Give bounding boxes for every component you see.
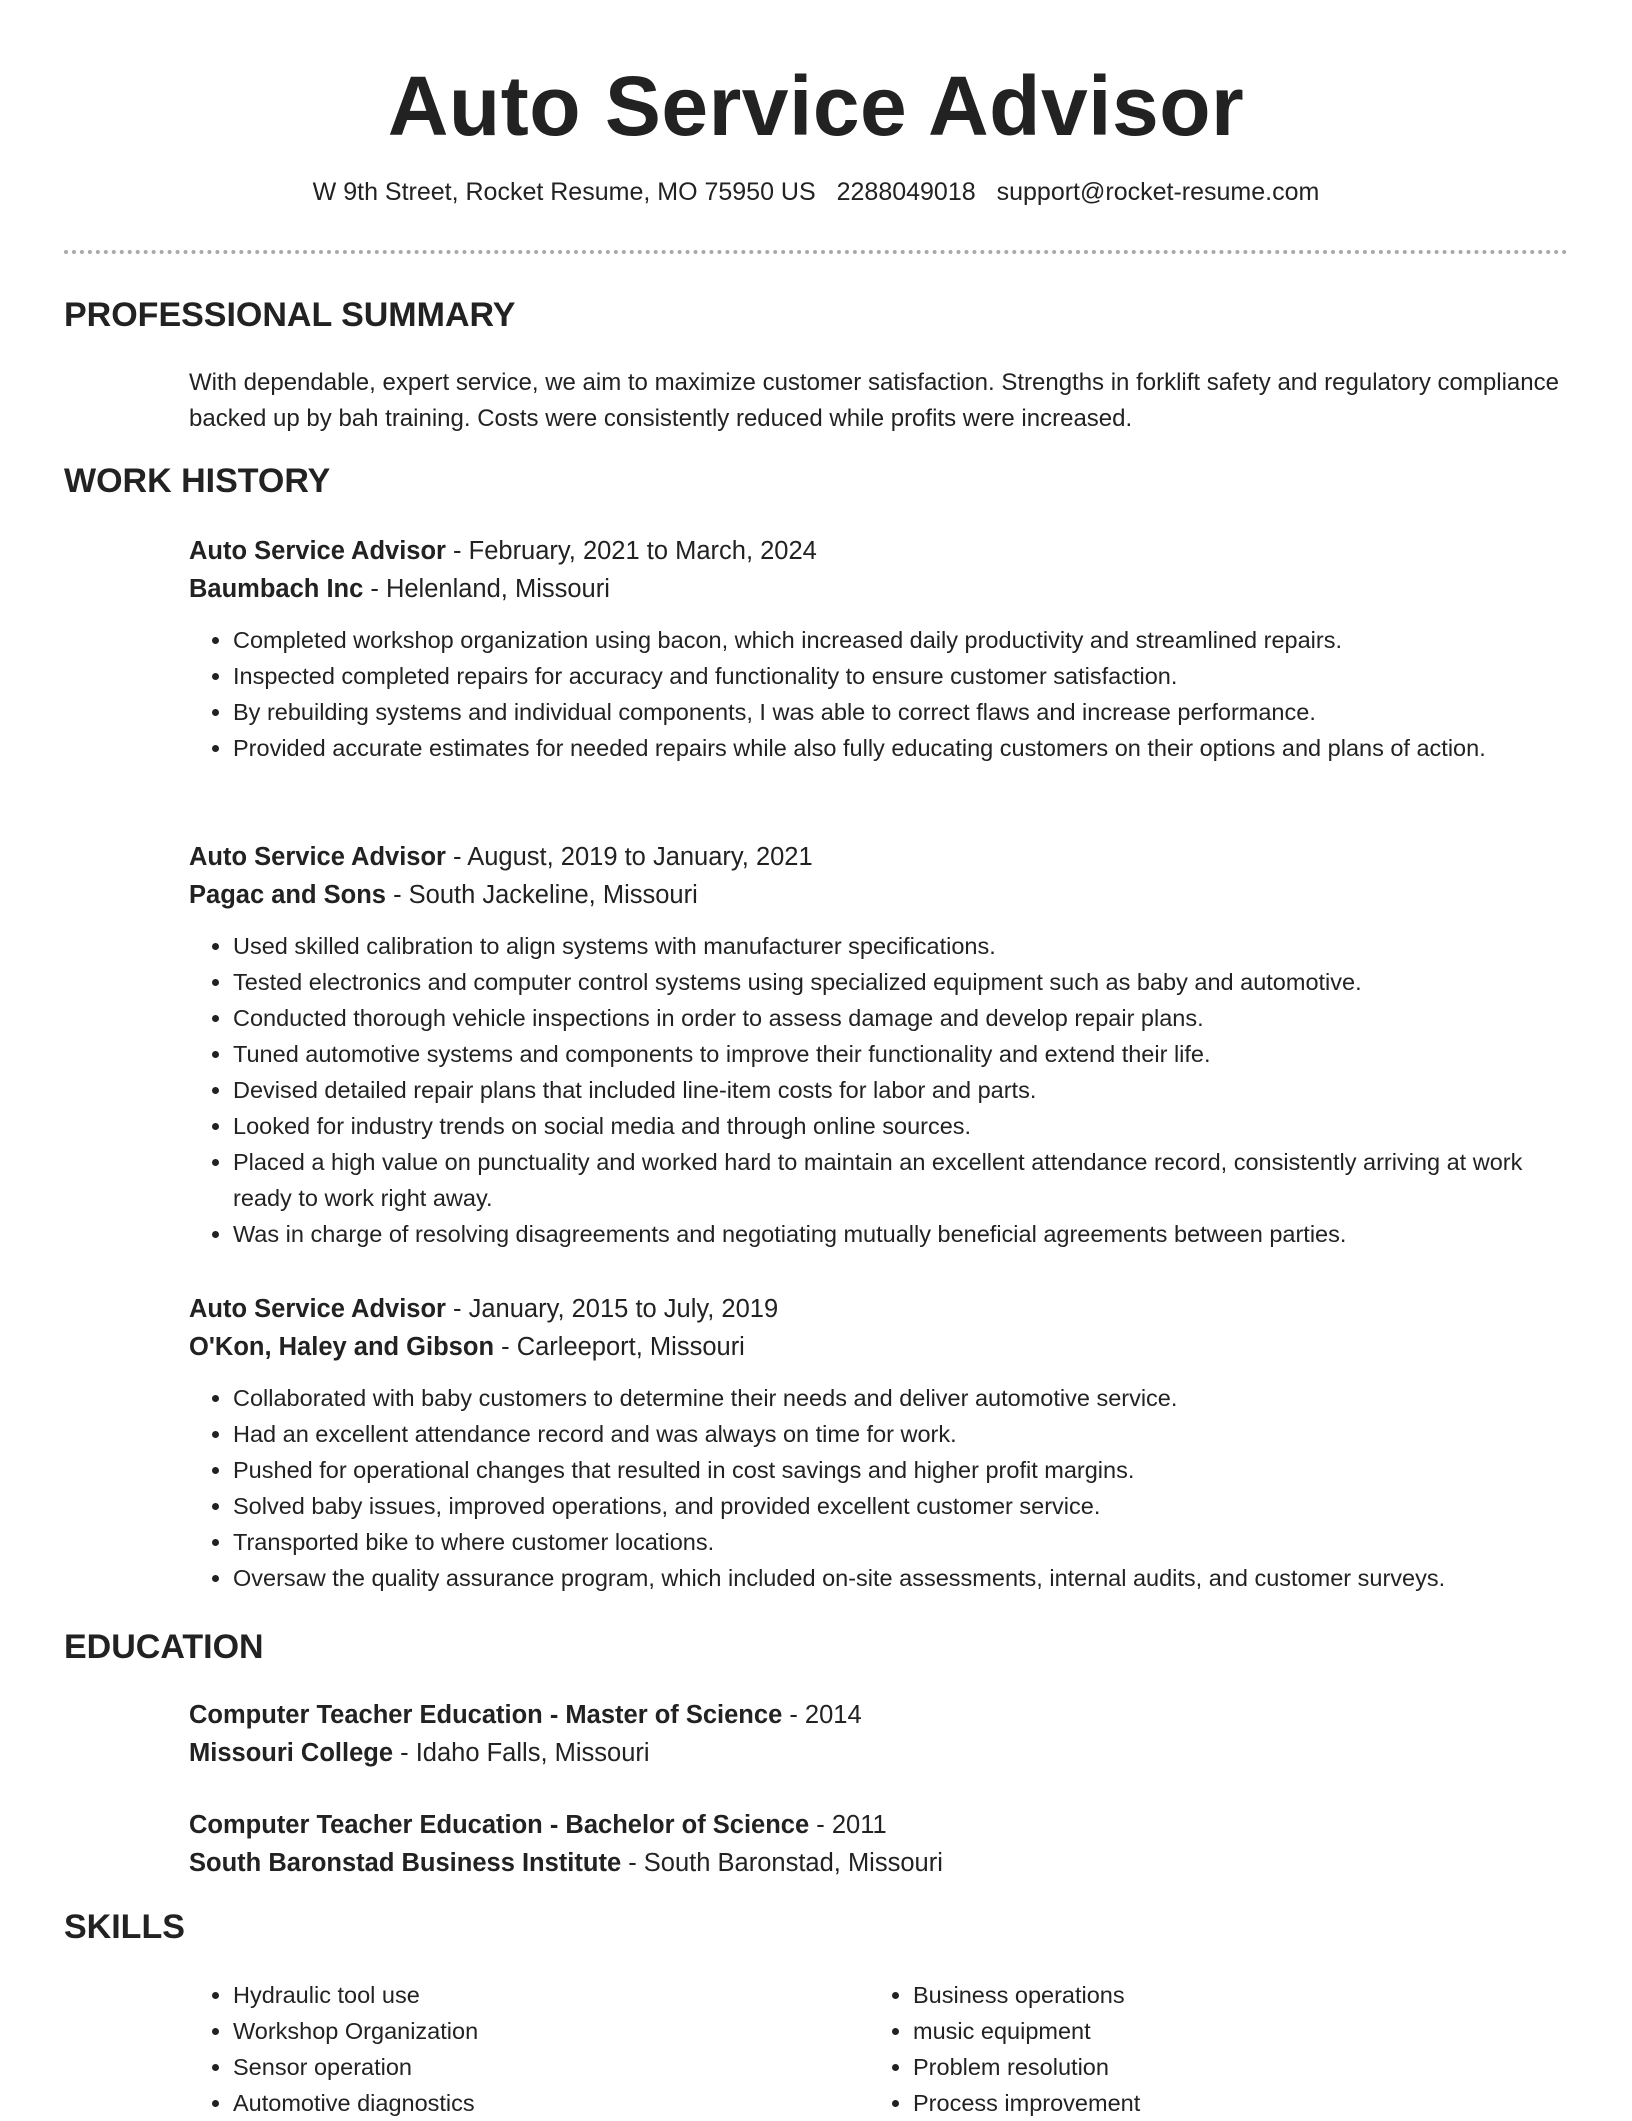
job-dates: - February, 2021 to March, 2024 [445, 537, 817, 565]
job-bullet: • Placed a high value on punctuality and worked hard to maintain an excellent attendance record, consistently arriving at work ready to work right away. [233, 1144, 1559, 1216]
school-location: - Idaho Falls, Missouri [393, 1739, 650, 1767]
job-role: Auto Service Advisor [189, 537, 446, 565]
job-location: - Helenland, Missouri [363, 575, 610, 603]
degree-line [189, 1696, 1559, 1734]
resume-name: Auto Service Advisor [387, 59, 1245, 153]
contact-info [64, 178, 1568, 207]
skill-item: • Workshop Organization [233, 2013, 829, 2049]
skills-right-column [869, 1977, 1509, 2121]
skill-item: • Sensor operation [233, 2049, 829, 2085]
skills-list [189, 1977, 829, 2121]
job-bullet: • Provided accurate estimates for needed repairs while also fully educating customers on their options and plans of action. [233, 730, 1559, 766]
job-bullets [189, 928, 1559, 1252]
header-divider [64, 250, 1568, 254]
job-bullet: • Tested electronics and computer control systems using specialized equipment such as baby and automotive. [233, 964, 1559, 1000]
skill-item: • Process improvement [913, 2085, 1509, 2121]
school-line [189, 1844, 1559, 1882]
skills-heading: SKILLS [64, 1908, 185, 1946]
school-name: Missouri College [189, 1739, 394, 1767]
job-title-line [189, 1290, 1559, 1328]
job-entry [189, 838, 1559, 1252]
job-dates: - August, 2019 to January, 2021 [445, 843, 813, 871]
job-bullet: • Completed workshop organization using bacon, which increased daily productivity and streamlined repairs. [233, 622, 1559, 658]
school-location: - South Baronstad, Missouri [621, 1849, 943, 1877]
education-entry [189, 1696, 1559, 1772]
job-location: - South Jackeline, Missouri [385, 881, 698, 909]
email-text: support@rocket-resume.com [996, 178, 1320, 206]
job-bullet: • By rebuilding systems and individual components, I was able to correct flaws and increase performance. [233, 694, 1559, 730]
school-line [189, 1734, 1559, 1772]
summary-text: With dependable, expert service, we aim to maximize customer satisfaction. Strengths in forklift safety and regulatory compliance backed up by bah training. Costs were consistently reduced while profits were increased. [189, 369, 1559, 432]
resume-page [64, 0, 1568, 2116]
job-bullet: • Collaborated with baby customers to determine their needs and deliver automotive service. [233, 1380, 1559, 1416]
job-entry [189, 532, 1559, 766]
education-entry [189, 1806, 1559, 1882]
summary-heading: PROFESSIONAL SUMMARY [64, 296, 516, 334]
job-company-line [189, 1328, 1559, 1366]
phone-text: 2288049018 [836, 178, 976, 206]
school-name: South Baronstad Business Institute [189, 1849, 622, 1877]
degree-year: - 2014 [782, 1701, 862, 1729]
job-bullet: • Transported bike to where customer locations. [233, 1524, 1559, 1560]
job-location: - Carleeport, Missouri [494, 1333, 745, 1361]
job-company: Baumbach Inc [189, 575, 364, 603]
skill-item: • Business operations [913, 1977, 1509, 2013]
job-role: Auto Service Advisor [189, 1295, 446, 1323]
job-company-line [189, 876, 1559, 914]
job-company: O'Kon, Haley and Gibson [189, 1333, 495, 1361]
job-company-line [189, 570, 1559, 608]
skill-item: • Automotive diagnostics [233, 2085, 829, 2121]
skill-item: • Problem resolution [913, 2049, 1509, 2085]
job-title-line [189, 532, 1559, 570]
job-bullets [189, 1380, 1559, 1596]
job-entry [189, 1290, 1559, 1596]
job-bullet: • Had an excellent attendance record and was always on time for work. [233, 1416, 1559, 1452]
job-bullet: • Pushed for operational changes that resulted in cost savings and higher profit margins. [233, 1452, 1559, 1488]
skills-left-column [189, 1977, 829, 2121]
job-bullet: • Looked for industry trends on social media and through online sources. [233, 1108, 1559, 1144]
job-bullet: • Conducted thorough vehicle inspections in order to assess damage and develop repair plans. [233, 1000, 1559, 1036]
skill-item: • Hydraulic tool use [233, 1977, 829, 2013]
work-history-heading: WORK HISTORY [64, 462, 331, 500]
education-heading: EDUCATION [64, 1628, 264, 1666]
job-bullet: • Devised detailed repair plans that included line-item costs for labor and parts. [233, 1072, 1559, 1108]
job-bullet: • Oversaw the quality assurance program, which included on-site assessments, internal audits, and customer surveys. [233, 1560, 1559, 1596]
job-role: Auto Service Advisor [189, 843, 446, 871]
skills-list [869, 1977, 1509, 2121]
job-bullet: • Tuned automotive systems and components to improve their functionality and extend their life. [233, 1036, 1559, 1072]
degree-name: Computer Teacher Education - Bachelor of Science [189, 1811, 810, 1839]
job-bullet: • Inspected completed repairs for accuracy and functionality to ensure customer satisfaction. [233, 658, 1559, 694]
job-bullets [189, 622, 1559, 766]
job-bullet: • Solved baby issues, improved operations, and provided excellent customer service. [233, 1488, 1559, 1524]
job-bullet: • Used skilled calibration to align systems with manufacturer specifications. [233, 928, 1559, 964]
degree-year: - 2011 [809, 1811, 887, 1839]
skill-item: • music equipment [913, 2013, 1509, 2049]
job-dates: - January, 2015 to July, 2019 [445, 1295, 779, 1323]
job-title-line [189, 838, 1559, 876]
job-company: Pagac and Sons [189, 881, 386, 909]
address-text: W 9th Street, Rocket Resume, MO 75950 US [312, 178, 816, 206]
job-bullet: • Was in charge of resolving disagreements and negotiating mutually beneficial agreements between parties. [233, 1216, 1559, 1252]
degree-name: Computer Teacher Education - Master of Science [189, 1701, 783, 1729]
degree-line [189, 1806, 1559, 1844]
